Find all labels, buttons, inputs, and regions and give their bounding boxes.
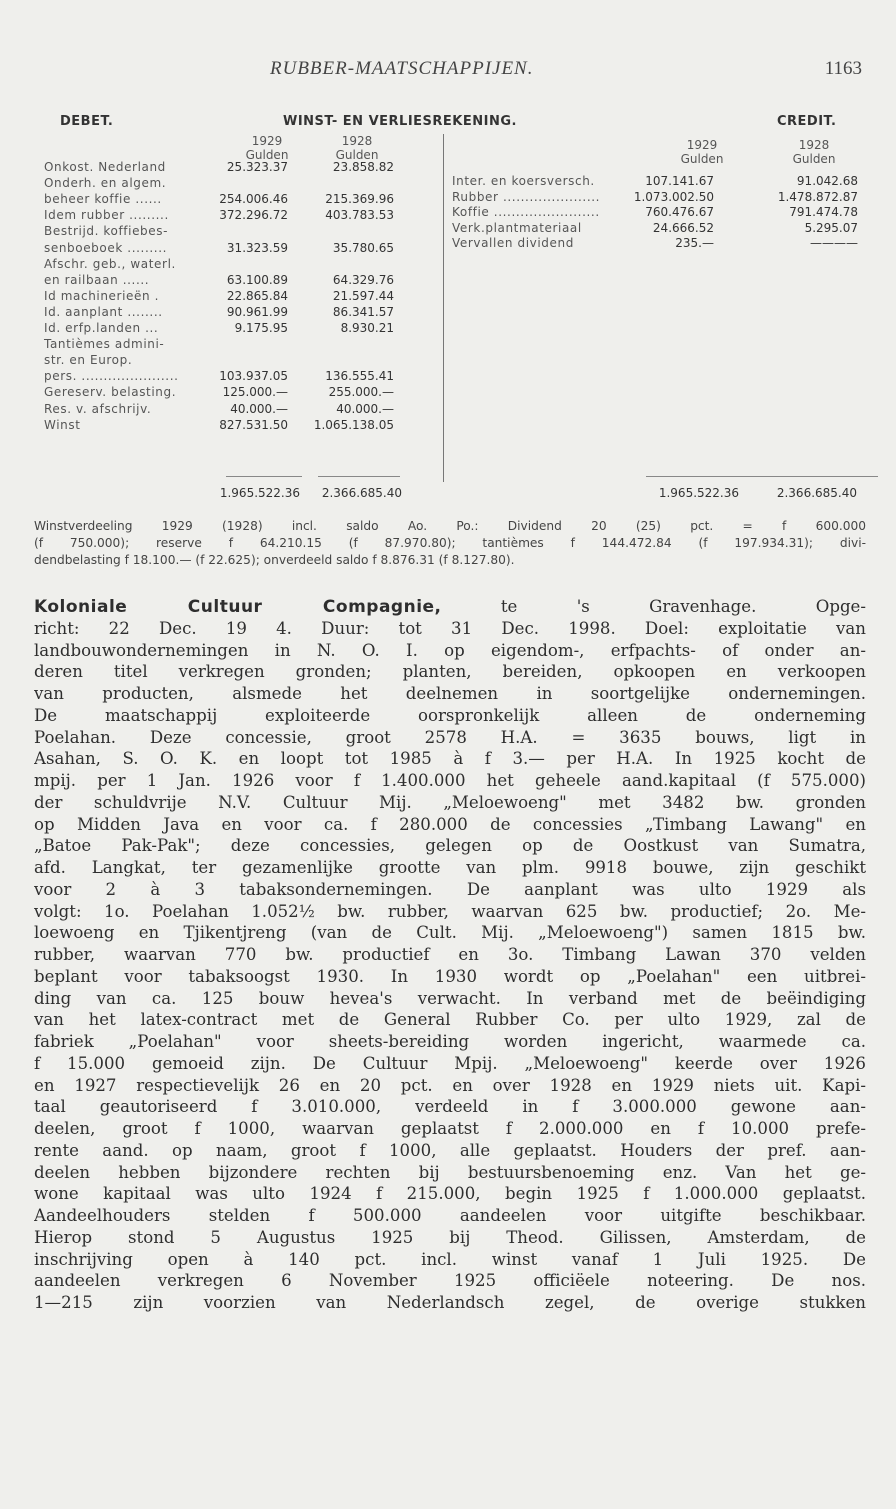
debet-value-1928: 86.341.57	[332, 304, 394, 319]
paragraph-line: deren titel verkregen gronden; planten, bereiden, opkoopen en verkoopen	[34, 662, 866, 682]
debet-row	[0, 191, 440, 207]
paragraph-line: aandeelen verkregen 6 November 1925 officiëele noteering. De nos.	[34, 1271, 866, 1291]
unit-label: Gulden	[792, 152, 836, 166]
debet-row	[0, 256, 440, 272]
debet-value-1928: 8.930.21	[340, 321, 394, 335]
paragraph-line: Hierop stond 5 Augustus 1925 bij Theod. Gilissen, Amsterdam, de	[34, 1227, 866, 1247]
paragraph-line: van het latex-contract met de General Rubber Co. per ulto 1929, zal de	[34, 1010, 866, 1030]
credit-row-label: Vervallen dividend	[452, 236, 574, 251]
debet-value-1929: 372.296.72	[219, 208, 288, 223]
credit-row	[446, 189, 866, 205]
debet-value-1929: 90.961.99	[226, 304, 288, 319]
credit-total-1929: 1.965.522.36	[658, 486, 739, 500]
debet-row	[0, 207, 440, 223]
running-header	[0, 58, 896, 88]
ledger-title: WINST- EN VERLIESREKENING.	[283, 114, 517, 129]
unit-label: Gulden	[680, 152, 724, 166]
year-label: 1928	[798, 138, 830, 152]
unit-label: Gulden	[335, 148, 379, 162]
debet-total-rule-1929	[226, 476, 302, 477]
paragraph-line: Poelahan. Deze concessie, groot 2578 H.A. = 3635 bouws, ligt in	[34, 727, 866, 747]
paragraph-line: inschrijving open à 140 pct. incl. winst vanaf 1 Juli 1925. De	[34, 1249, 866, 1269]
debet-label: DEBET.	[60, 114, 114, 129]
credit-value-1928: 5.295.07	[804, 220, 858, 235]
year-label: 1928	[341, 134, 373, 148]
debet-row	[0, 336, 440, 352]
paragraph-line: fabriek „Poelahan" voor sheets-bereiding worden ingericht, waarmede ca.	[34, 1032, 866, 1051]
ledger-heading	[0, 114, 896, 134]
debet-row	[0, 272, 440, 288]
debet-value-1928: 136.555.41	[325, 369, 394, 384]
credit-total-rule	[646, 476, 878, 477]
paragraph-line: Asahan, S. O. K. en loopt tot 1985 à f 3.— per H.A. In 1925 kocht de	[34, 749, 866, 769]
debet-value-1929: 25.323.37	[226, 160, 288, 174]
debet-value-1928: 215.369.96	[325, 192, 394, 207]
company-name: Koloniale Cultuur Compagnie,	[34, 597, 442, 617]
debet-row	[0, 240, 440, 256]
debet-value-1928: 255.000.—	[328, 385, 394, 400]
debet-total-rule-1928	[318, 476, 400, 477]
debet-value-1929: 254.006.46	[219, 192, 288, 207]
credit-year-1928-header	[780, 138, 848, 166]
paragraph-line: f 15.000 gemoeid zijn. De Cultuur Mpij. „Meloewoeng" keerde over 1926	[34, 1053, 866, 1073]
credit-row-label: Koffie ........................	[452, 205, 600, 220]
debet-row	[0, 417, 440, 433]
debet-value-1929: 827.531.50	[219, 417, 288, 432]
debet-row	[0, 159, 440, 175]
debet-row-label: Id machinerieën .	[44, 288, 160, 303]
credit-row	[446, 173, 866, 189]
debet-value-1928: 21.597.44	[332, 288, 394, 303]
paragraph-line: der schuldvrije N.V. Cultuur Mij. „Meloewoeng" met 3482 bw. gronden	[34, 792, 866, 812]
debet-value-1929: 103.937.05	[219, 369, 288, 384]
debet-row-label: Res. v. afschrijv.	[44, 401, 152, 416]
credit-row-label: Inter. en koersversch.	[452, 174, 595, 188]
debet-row-label: str. en Europ.	[44, 353, 133, 368]
debet-total-1929: 1.965.522.36	[219, 486, 300, 500]
ledger-divider	[443, 134, 444, 482]
debet-row-label: Onkost. Nederland	[44, 160, 166, 174]
debet-value-1928: 23.858.82	[332, 160, 394, 174]
debet-row-label: Winst	[44, 417, 81, 432]
debet-row	[0, 401, 440, 417]
debet-row-label: Gereserv. belasting.	[44, 385, 177, 400]
paragraph-line: 1—215 zijn voorzien van Nederlandsch zegel, de overige stukken	[34, 1293, 866, 1312]
credit-value-1929: 24.666.52	[652, 220, 714, 235]
debet-year-1928-header	[326, 134, 388, 162]
debet-value-1928: 40.000.—	[336, 401, 394, 416]
paragraph-line: en 1927 respectievelijk 26 en 20 pct. en over 1928 en 1929 niets uit. Kapi-	[34, 1075, 866, 1095]
debet-value-1929: 125.000.—	[222, 385, 288, 400]
debet-row	[0, 223, 440, 239]
debet-row-label: Tantièmes admini-	[44, 337, 165, 352]
credit-value-1929: 760.476.67	[645, 205, 714, 220]
paragraph-line: ding van ca. 125 bouw hevea's verwacht. In verband met de beëindiging	[34, 988, 866, 1008]
debet-value-1929: 40.000.—	[230, 401, 288, 416]
credit-value-1928: 1.478.872.87	[777, 189, 858, 204]
paragraph-line: op Midden Java en voor ca. f 280.000 de concessies „Timbang Lawang" en	[34, 814, 866, 834]
credit-value-1928: ————	[810, 236, 858, 251]
debet-value-1929: 22.865.84	[226, 288, 288, 303]
note-line: Winstverdeeling 1929 (1928) incl. saldo Ao. Po.: Dividend 20 (25) pct. = f 600.000	[34, 519, 866, 533]
note-line: dendbelasting f 18.100.— (f 22.625); onverdeeld saldo f 8.876.31 (f 8.127.80).	[34, 553, 515, 567]
debet-value-1929: 63.100.89	[226, 272, 288, 287]
profit-distribution-note	[34, 518, 866, 569]
paragraph-line: voor 2 à 3 tabaksondernemingen. De aanplant was ulto 1929 als	[34, 879, 866, 899]
debet-row	[0, 320, 440, 336]
credit-row	[446, 220, 866, 236]
credit-label: CREDIT.	[777, 114, 837, 129]
credit-value-1928: 91.042.68	[796, 174, 858, 188]
debet-year-1929-header	[236, 134, 298, 162]
paragraph-line: deelen, groot f 1000, waarvan geplaatst f 2.000.000 en f 10.000 prefe-	[34, 1119, 866, 1138]
paragraph-line: afd. Langkat, ter gezamenlijke grootte van plm. 9918 bouwe, zijn geschikt	[34, 858, 866, 877]
debet-row-label: Id. aanplant ........	[44, 304, 163, 319]
debet-value-1929: 9.175.95	[234, 321, 288, 335]
debet-row	[0, 368, 440, 384]
credit-row-label: Rubber ......................	[452, 189, 601, 204]
debet-row-label: beheer koffie ......	[44, 192, 162, 207]
credit-row	[446, 235, 866, 251]
paragraph-line: Aandeelhouders stelden f 500.000 aandeelen voor uitgifte beschikbaar.	[34, 1206, 866, 1225]
paragraph-line: landbouwondernemingen in N. O. I. op eigendom-, erfpachts- of onder an-	[34, 640, 866, 660]
paragraph-line: deelen hebben bijzondere rechten bij bestuursbenoeming enz. Van het ge-	[34, 1162, 866, 1182]
paragraph-line: beplant voor tabaksoogst 1930. In 1930 wordt op „Poelahan" een uitbrei-	[34, 966, 866, 986]
credit-row-label: Verk.plantmateriaal	[452, 220, 582, 235]
debet-row-label: Bestrijd. koffiebes-	[44, 224, 169, 239]
paragraph-line: mpij. per 1 Jan. 1926 voor f 1.400.000 het geheele aand.kapitaal (f 575.000)	[34, 771, 866, 790]
company-first-line-rest: te 's Gravenhage. Opge-	[500, 597, 866, 616]
paragraph-line: van producten, alsmede het deelnemen in soortgelijke ondernemingen.	[34, 684, 866, 703]
paragraph-line: De maatschappij exploiteerde oorspronkelijk alleen de onderneming	[34, 705, 866, 725]
paragraph-line: taal geautoriseerd f 3.010.000, verdeeld in f 3.000.000 gewone aan-	[34, 1097, 866, 1117]
debet-value-1928: 403.783.53	[325, 208, 394, 223]
debet-row-label: Afschr. geb., waterl.	[44, 256, 176, 271]
debet-row	[0, 384, 440, 400]
company-entry	[34, 596, 866, 1314]
debet-row-label: en railbaan ......	[44, 272, 150, 287]
debet-total-1928: 2.366.685.40	[321, 486, 402, 500]
debet-value-1928: 64.329.76	[332, 272, 394, 287]
debet-row-label: Id. erfp.landen ...	[44, 321, 159, 335]
credit-value-1929: 107.141.67	[645, 174, 714, 188]
running-title: RUBBER-MAATSCHAPPIJEN.	[270, 58, 534, 79]
note-line: (f 750.000); reserve f 64.210.15 (f 87.970.80); tantièmes f 144.472.84 (f 197.934.31); divi-	[34, 536, 866, 550]
credit-year-1929-header	[668, 138, 736, 166]
credit-total-1928: 2.366.685.40	[776, 486, 857, 500]
paragraph-line: „Batoe Pak-Pak"; deze concessies, gelegen op de Oostkust van Sumatra,	[34, 836, 866, 856]
debet-row-label: Idem rubber .........	[44, 208, 169, 223]
paragraph-line: richt: 22 Dec. 19 4. Duur: tot 31 Dec. 1998. Doel: exploitatie van	[34, 618, 866, 638]
debet-row-label: pers. ......................	[44, 369, 179, 384]
debet-row	[0, 288, 440, 304]
debet-row	[0, 304, 440, 320]
credit-value-1929: 1.073.002.50	[633, 189, 714, 204]
debet-row-label: senboeboek .........	[44, 240, 168, 255]
year-label: 1929	[251, 134, 283, 148]
debet-row	[0, 352, 440, 368]
paragraph-line: loewoeng en Tjikentjreng (van de Cult. Mij. „Meloewoeng") samen 1815 bw.	[34, 923, 866, 943]
year-label: 1929	[686, 138, 718, 152]
paragraph-line: volgt: 1o. Poelahan 1.052½ bw. rubber, waarvan 625 bw. productief; 2o. Me-	[34, 901, 866, 921]
company-first-line	[34, 596, 866, 618]
paragraph-line: rente aand. op naam, groot f 1000, alle geplaatst. Houders der pref. aan-	[34, 1140, 866, 1160]
debet-row-label: Onderh. en algem.	[44, 176, 167, 191]
paragraph-line: rubber, waarvan 770 bw. productief en 3o. Timbang Lawan 370 velden	[34, 945, 866, 964]
paragraph-line: wone kapitaal was ulto 1924 f 215.000, begin 1925 f 1.000.000 geplaatst.	[34, 1184, 866, 1204]
credit-value-1928: 791.474.78	[789, 205, 858, 220]
unit-label: Gulden	[245, 148, 289, 162]
debet-value-1928: 1.065.138.05	[313, 417, 394, 432]
debet-row	[0, 175, 440, 191]
page-number: 1163	[824, 58, 862, 79]
debet-value-1928: 35.780.65	[332, 240, 394, 255]
debet-value-1929: 31.323.59	[226, 240, 288, 255]
credit-value-1929: 235.—	[675, 236, 714, 251]
credit-row	[446, 204, 866, 220]
